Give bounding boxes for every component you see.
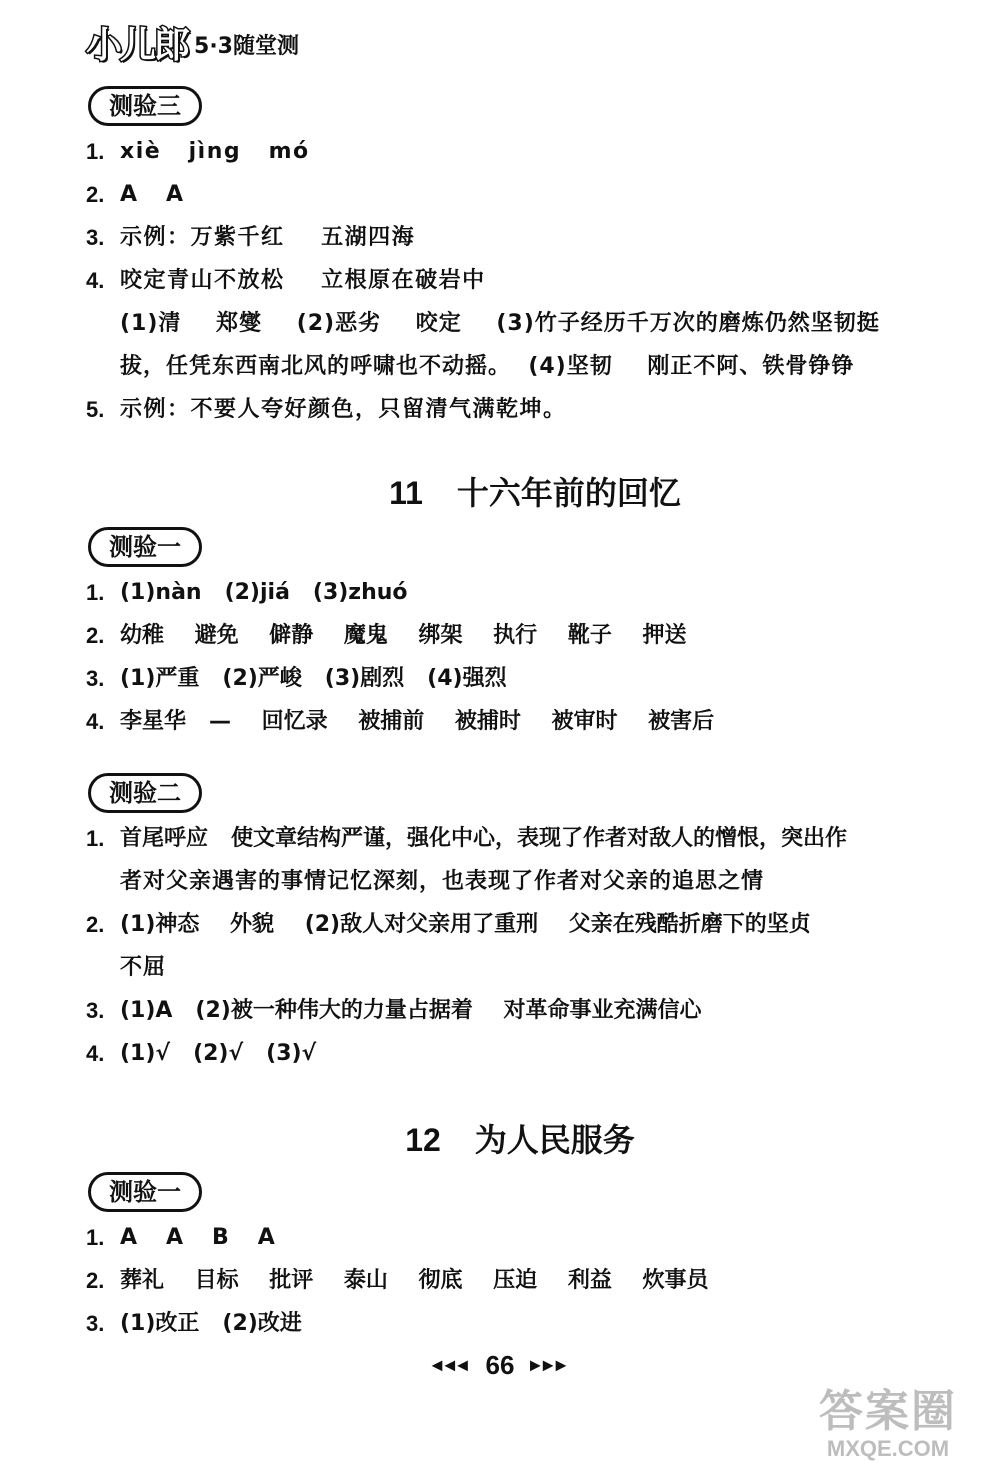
item-text: xiè jìng mó — [120, 139, 310, 164]
item-text: (1)nàn (2)jiá (3)zhuó — [120, 580, 408, 605]
item-text: 幼稚 避免 僻静 魔鬼 绑架 执行 靴子 押送 — [120, 623, 687, 648]
item-continuation: 者对父亲遇害的事情记忆深刻，也表现了作者对父亲的追思之情 — [120, 869, 765, 894]
answer-item — [86, 1216, 960, 1259]
answer-item — [86, 259, 960, 302]
watermark-text: 答案圈 — [819, 1386, 957, 1437]
left-arrows-icon: ◀◀◀ — [431, 1357, 470, 1374]
answer-item — [86, 1259, 960, 1302]
item-number: 5. — [86, 397, 105, 422]
quiz-section-1 — [86, 527, 960, 743]
item-number: 1. — [86, 580, 105, 605]
item-number: 3. — [86, 1311, 105, 1336]
item-number: 1. — [86, 139, 105, 164]
item-number: 3. — [86, 666, 105, 691]
quiz-label: 测验一 — [88, 527, 202, 567]
item-text: (1)√ (2)√ (3)√ — [120, 1041, 317, 1066]
item-text: (1)神态 外貌 (2)敌人对父亲用了重刑 父亲在残酷折磨下的坚贞 — [120, 912, 811, 937]
lesson-number: 11 — [389, 475, 423, 511]
item-continuation: 不屈 — [120, 955, 167, 980]
item-continuation: (1)清 郑燮 (2)恶劣 咬定 (3)竹子经历千万次的磨炼仍然坚韧挺 — [120, 311, 880, 336]
item-number: 2. — [86, 912, 105, 937]
right-arrows-icon: ▶▶▶ — [530, 1357, 569, 1374]
answer-item — [86, 700, 960, 743]
quiz-label: 测验三 — [88, 86, 202, 126]
quiz-section-3 — [86, 86, 960, 431]
answer-item — [86, 216, 960, 259]
item-number: 3. — [86, 998, 105, 1023]
header-subtitle: 5·3随堂测 — [194, 34, 299, 59]
header — [86, 22, 299, 66]
item-text: 葬礼 目标 批评 泰山 彻底 压迫 利益 炊事员 — [120, 1268, 709, 1293]
lesson-title-11 — [70, 468, 1000, 514]
item-number: 4. — [86, 268, 105, 293]
item-number: 4. — [86, 709, 105, 734]
answer-item — [86, 817, 960, 860]
item-text: 示例：不要人夸好颜色，只留清气满乾坤。 — [120, 397, 567, 422]
item-number: 3. — [86, 225, 105, 250]
item-number: 1. — [86, 1225, 105, 1250]
answer-item — [86, 903, 960, 946]
answer-item — [86, 614, 960, 657]
item-continuation: 拔，任凭东西南北风的呼啸也不动摇。 (4)坚韧 刚正不阿、铁骨铮铮 — [120, 354, 855, 379]
answer-item — [86, 1032, 960, 1075]
item-number: 1. — [86, 826, 105, 851]
quiz-section-1-lesson12 — [86, 1172, 960, 1345]
page-footer — [0, 1350, 1000, 1381]
answer-item — [86, 388, 960, 431]
answer-item — [86, 657, 960, 700]
lesson-name: 为人民服务 — [474, 1121, 635, 1159]
quiz-section-2 — [86, 773, 960, 1075]
page-number: 66 — [485, 1350, 515, 1380]
item-number: 2. — [86, 182, 105, 207]
item-text: A A B A — [120, 1225, 277, 1250]
item-text: A A — [120, 182, 185, 207]
watermark-url: MXQE.COM — [826, 1436, 950, 1461]
brand-logo: 小儿郎 — [86, 25, 189, 66]
item-text: (1)A (2)被一种伟大的力量占据着 对革命事业充满信心 — [120, 998, 702, 1023]
watermark — [788, 1388, 988, 1462]
quiz-label: 测验一 — [88, 1172, 202, 1212]
lesson-name: 十六年前的回忆 — [456, 474, 681, 512]
quiz-label: 测验二 — [88, 773, 202, 813]
answer-item — [86, 989, 960, 1032]
answer-item — [86, 130, 960, 173]
item-text: (1)改正 (2)改进 — [120, 1311, 302, 1336]
item-text: 首尾呼应 使文章结构严谨，强化中心，表现了作者对敌人的憎恨，突出作 — [120, 826, 847, 851]
item-text: 咬定青山不放松 立根原在破岩中 — [120, 268, 486, 293]
answer-item — [86, 571, 960, 614]
answer-item — [86, 173, 960, 216]
item-text: 李星华 — 回忆录 被捕前 被捕时 被审时 被害后 — [120, 709, 715, 734]
item-number: 2. — [86, 623, 105, 648]
item-number: 2. — [86, 1268, 105, 1293]
answer-item — [86, 1302, 960, 1345]
item-text: 示例：万紫千红 五湖四海 — [120, 225, 416, 250]
lesson-title-12 — [40, 1115, 1000, 1161]
lesson-number: 12 — [405, 1122, 441, 1158]
item-number: 4. — [86, 1041, 105, 1066]
item-text: (1)严重 (2)严峻 (3)剧烈 (4)强烈 — [120, 666, 507, 691]
